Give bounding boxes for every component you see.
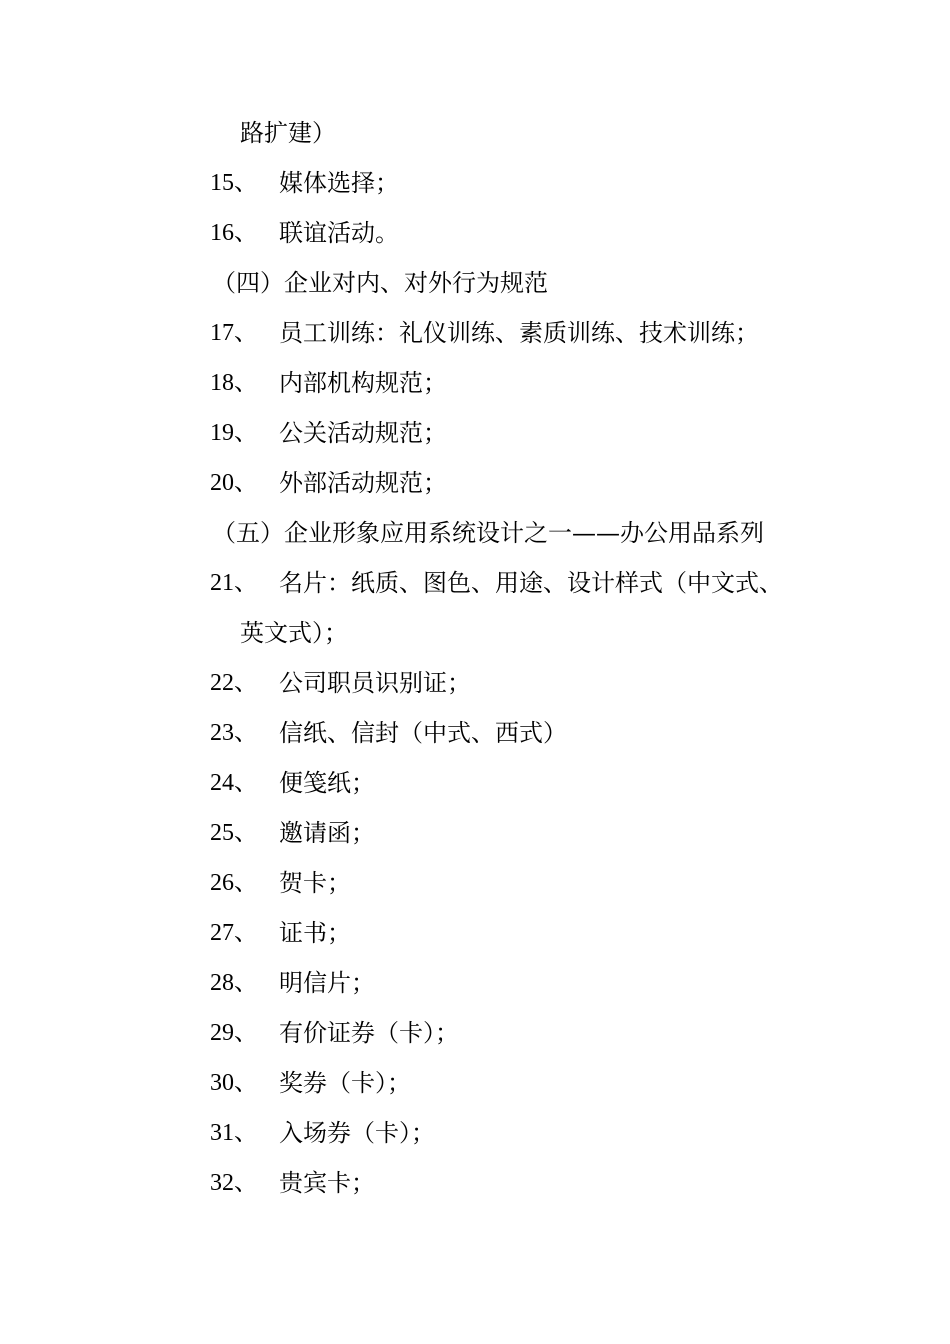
item-number: 27、 [210, 920, 258, 946]
item-text: 联谊活动。 [279, 219, 399, 247]
section-title: （五）企业形象应用系统设计之一——办公用品系列 [212, 519, 764, 547]
item-text: 便笺纸； [279, 769, 375, 797]
item-number: 15、 [210, 170, 258, 196]
section-title: （四）企业对内、对外行为规范 [212, 269, 548, 297]
item-text: 信纸、信封（中式、西式） [279, 719, 567, 747]
item-number: 16、 [210, 220, 258, 246]
item-number: 31、 [210, 1120, 258, 1146]
item-text: 邀请函； [279, 819, 375, 847]
item-number: 23、 [210, 720, 258, 746]
item-number: 17、 [210, 320, 258, 346]
item-text: 员工训练：礼仪训练、素质训练、技术训练； [279, 319, 759, 347]
item-text: 公关活动规范； [279, 419, 447, 447]
item-number: 18、 [210, 370, 258, 396]
item-number: 26、 [210, 870, 258, 896]
item-text: 贺卡； [279, 869, 351, 897]
item-number: 28、 [210, 970, 258, 996]
item-number: 20、 [210, 470, 258, 496]
item-text: 入场券（卡）； [279, 1119, 435, 1147]
item-number: 30、 [210, 1070, 258, 1096]
item-text: 贵宾卡； [279, 1169, 375, 1197]
item-text: 公司职员识别证； [279, 669, 471, 697]
item-text: 英文式）； [240, 619, 348, 647]
item-text: 证书； [279, 919, 351, 947]
item-text: 有价证券（卡）； [279, 1019, 459, 1047]
item-number: 21、 [210, 570, 258, 596]
item-text: 路扩建） [240, 119, 336, 147]
item-text: 媒体选择； [279, 169, 399, 197]
item-number: 24、 [210, 770, 258, 796]
item-number: 29、 [210, 1020, 258, 1046]
item-text: 奖券（卡）； [279, 1069, 411, 1097]
item-number: 22、 [210, 670, 258, 696]
item-number: 25、 [210, 820, 258, 846]
item-text: 内部机构规范； [279, 369, 447, 397]
item-number: 19、 [210, 420, 258, 446]
item-number: 32、 [210, 1170, 258, 1196]
item-text: 名片：纸质、图色、用途、设计样式（中文式、 [279, 569, 783, 597]
item-text: 外部活动规范； [279, 469, 447, 497]
item-text: 明信片； [279, 969, 375, 997]
